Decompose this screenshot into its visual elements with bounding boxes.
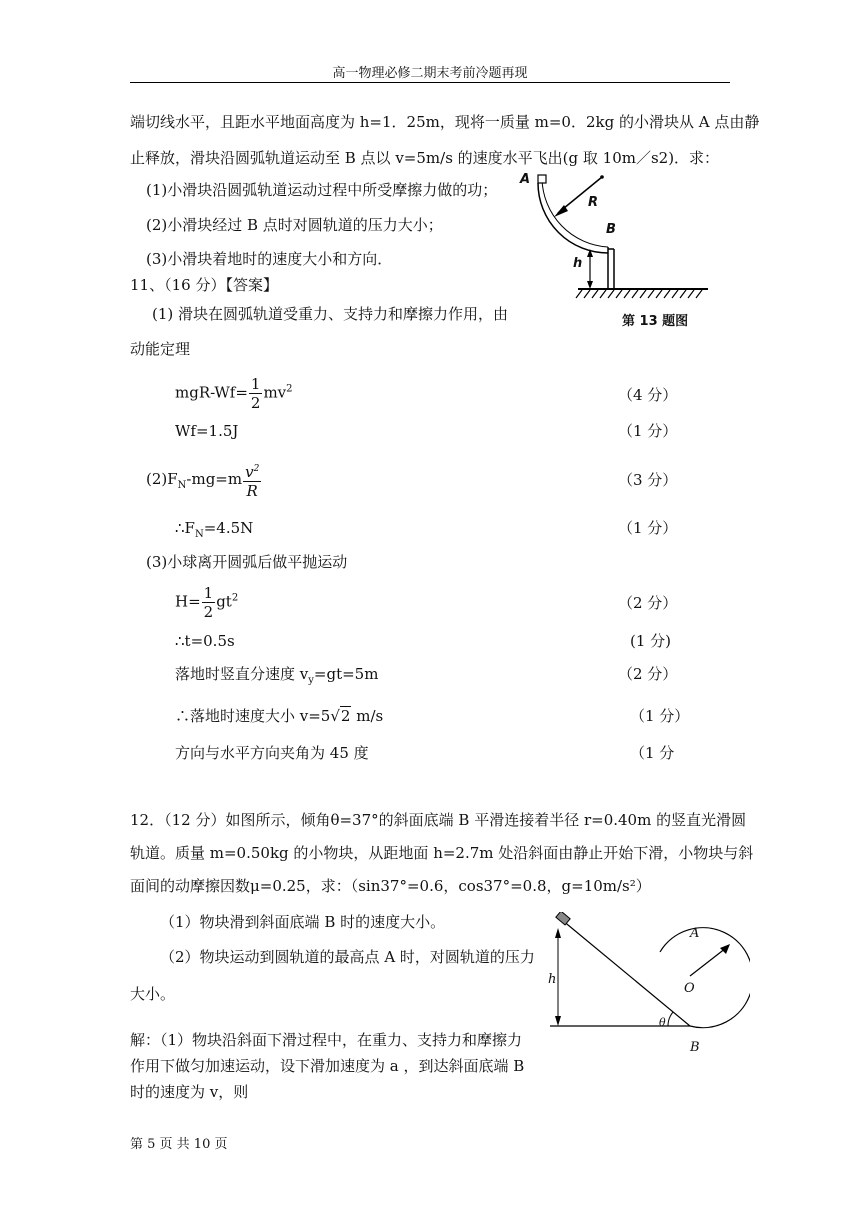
slider-block [538,175,546,183]
q11-fig-label-h: h [573,256,583,271]
q11-eq5: H= $\frac{1}{2}$ $gt^2$ [175,584,239,621]
q11-fig-label-b: B [606,222,616,237]
q11-eq3: $(2)F_N-mg=m$ $\frac{v^2}{R}$ [146,460,262,500]
q11-eq1: mgR-Wf= $\frac{1}{2}$ $mv^2$ [175,375,293,412]
q11-eq1-score: （4 分） [618,386,678,404]
q11-figure [510,165,720,325]
hatch-mark [632,290,638,298]
q11-eq4-score: （1 分） [618,519,678,537]
half-fraction: $\frac{1}{2}$ [203,584,214,621]
q11-eq3-score: （3 分） [618,471,678,489]
hatch-mark [600,290,606,298]
theta-arc [668,1012,673,1026]
q11-eq8-score: （1 分） [630,707,690,725]
q11-eq2-score: （1 分） [618,422,678,440]
h-arrow-top [555,928,561,938]
q11-eq7-score: （2 分） [618,665,678,683]
q11-line1: 端切线水平，且距水平地面高度为 h=1．25m，现将一质量 m=0．2kg 的小滑块从 A 点由静 [130,113,760,131]
hatch-mark [656,290,662,298]
page-header: 高一物理必修二期末考前冷题再现 [332,66,528,81]
v2-over-r-fraction: $\frac{v^2}{R}$ [243,460,261,500]
hatch-mark [584,290,590,298]
q12-figure [540,912,750,1052]
q12-fig-label-o: O [684,981,695,996]
q11-eq7: 落地时竖直分速度 $v_y=gt=5m$ [175,665,379,686]
arc-track [538,183,608,253]
q11-sub1: (1)小滑块沿圆弧轨道运动过程中所受摩擦力做的功； [146,181,498,199]
q11-sub3: (3)小滑块着地时的速度大小和方向． [146,250,393,268]
q11-eq5-score: （2 分） [618,594,678,612]
q12-line1: 12．（12 分）如图所示，倾角θ=37°的斜面底端 B 平滑连接着半径 r=0.40m 的竖直光滑圆 [130,811,747,829]
q11-sub2: (2)小滑块经过 B 点时对圆轨道的压力大小； [146,216,443,234]
h-arrow-bottom [587,281,593,289]
q12-sub1: （1）物块滑到斜面底端 B 时的速度大小。 [160,913,446,931]
q11-ans-intro2: 动能定理 [130,340,191,358]
q11-eq8: ∴落地时速度大小 v=5√2 m/s [175,707,384,725]
q11-fig-caption: 第 13 题图 [622,314,689,329]
q12-sub2a: （2）物块运动到圆轨道的最高点 A 时，对圆轨道的压力 [160,948,535,966]
q12-fig-label-b: B [690,1040,700,1055]
radius-arrow [690,948,726,976]
hatch-mark [616,290,622,298]
q11-eq2: Wf=1.5J [175,422,239,440]
q11-eq6-score: (1 分) [630,632,672,650]
q12-line3: 面间的动摩擦因数μ=0.25，求：（sin37°=0.6，cos37°=0.8，g=10m/s²） [130,877,651,895]
q11-answer-head: 11、（16 分）【答案】 [130,276,278,294]
hatch-mark [680,290,686,298]
hatch-mark [608,290,614,298]
hatch-mark [648,290,654,298]
ground-hatch [576,290,702,298]
q12-fig-label-theta: θ [659,1016,666,1029]
q12-sol1: 解：（1）物块沿斜面下滑过程中，在重力、支持力和摩擦力 [130,1031,523,1049]
hatch-mark [592,290,598,298]
hatch-mark [624,290,630,298]
h-arrow-bottom [555,1016,561,1026]
block [556,912,570,925]
q12-sub2b: 大小。 [130,985,176,1003]
hatch-mark [576,290,582,298]
q12-line2: 轨道。质量 m=0.50kg 的小物块，从距地面 h=2.7m 处沿斜面由静止开始下滑，小物块与斜 [130,844,754,862]
half-fraction: $\frac{1}{2}$ [250,375,261,412]
radius-arrowhead [720,944,730,954]
q11-fig-label-a: A [520,172,531,187]
header-rule [130,82,730,83]
q11-eq9-score: （1 分 [630,744,675,762]
hatch-mark [640,290,646,298]
q11-part3-head: (3)小球离开圆弧后做平抛运动 [146,553,348,571]
q11-eq4: $\therefore F_N=4.5N$ [175,519,254,540]
q11-ans-intro1: (1) 滑块在圆弧轨道受重力、支持力和摩擦力作用，由 [152,305,509,323]
page-footer: 第 5 页 共 10 页 [130,1137,228,1152]
q12-sol3: 时的速度为 v，则 [130,1083,249,1101]
q12-sol2: 作用下做匀加速运动，设下滑加速度为 a ，到达斜面底端 B [130,1057,525,1075]
hatch-mark [664,290,670,298]
hatch-mark [696,290,702,298]
q11-line2: 止释放，滑块沿圆弧轨道运动至 B 点以 v=5m/s 的速度水平飞出(g 取 10m／s2)．求： [130,149,720,167]
q11-eq9: 方向与水平方向夹角为 45 度 [175,744,369,762]
sqrt-symbol: √ [330,707,340,725]
q12-fig-label-a: A [690,926,700,941]
center-dot [600,175,604,179]
hatch-mark [688,290,694,298]
q11-fig-label-r: R [588,195,599,210]
arc-track-inner [542,179,608,247]
q12-fig-label-h: h [548,972,557,987]
hatch-mark [672,290,678,298]
q11-eq6: ∴t=0.5s [175,632,235,650]
incline-slope [562,920,690,1026]
